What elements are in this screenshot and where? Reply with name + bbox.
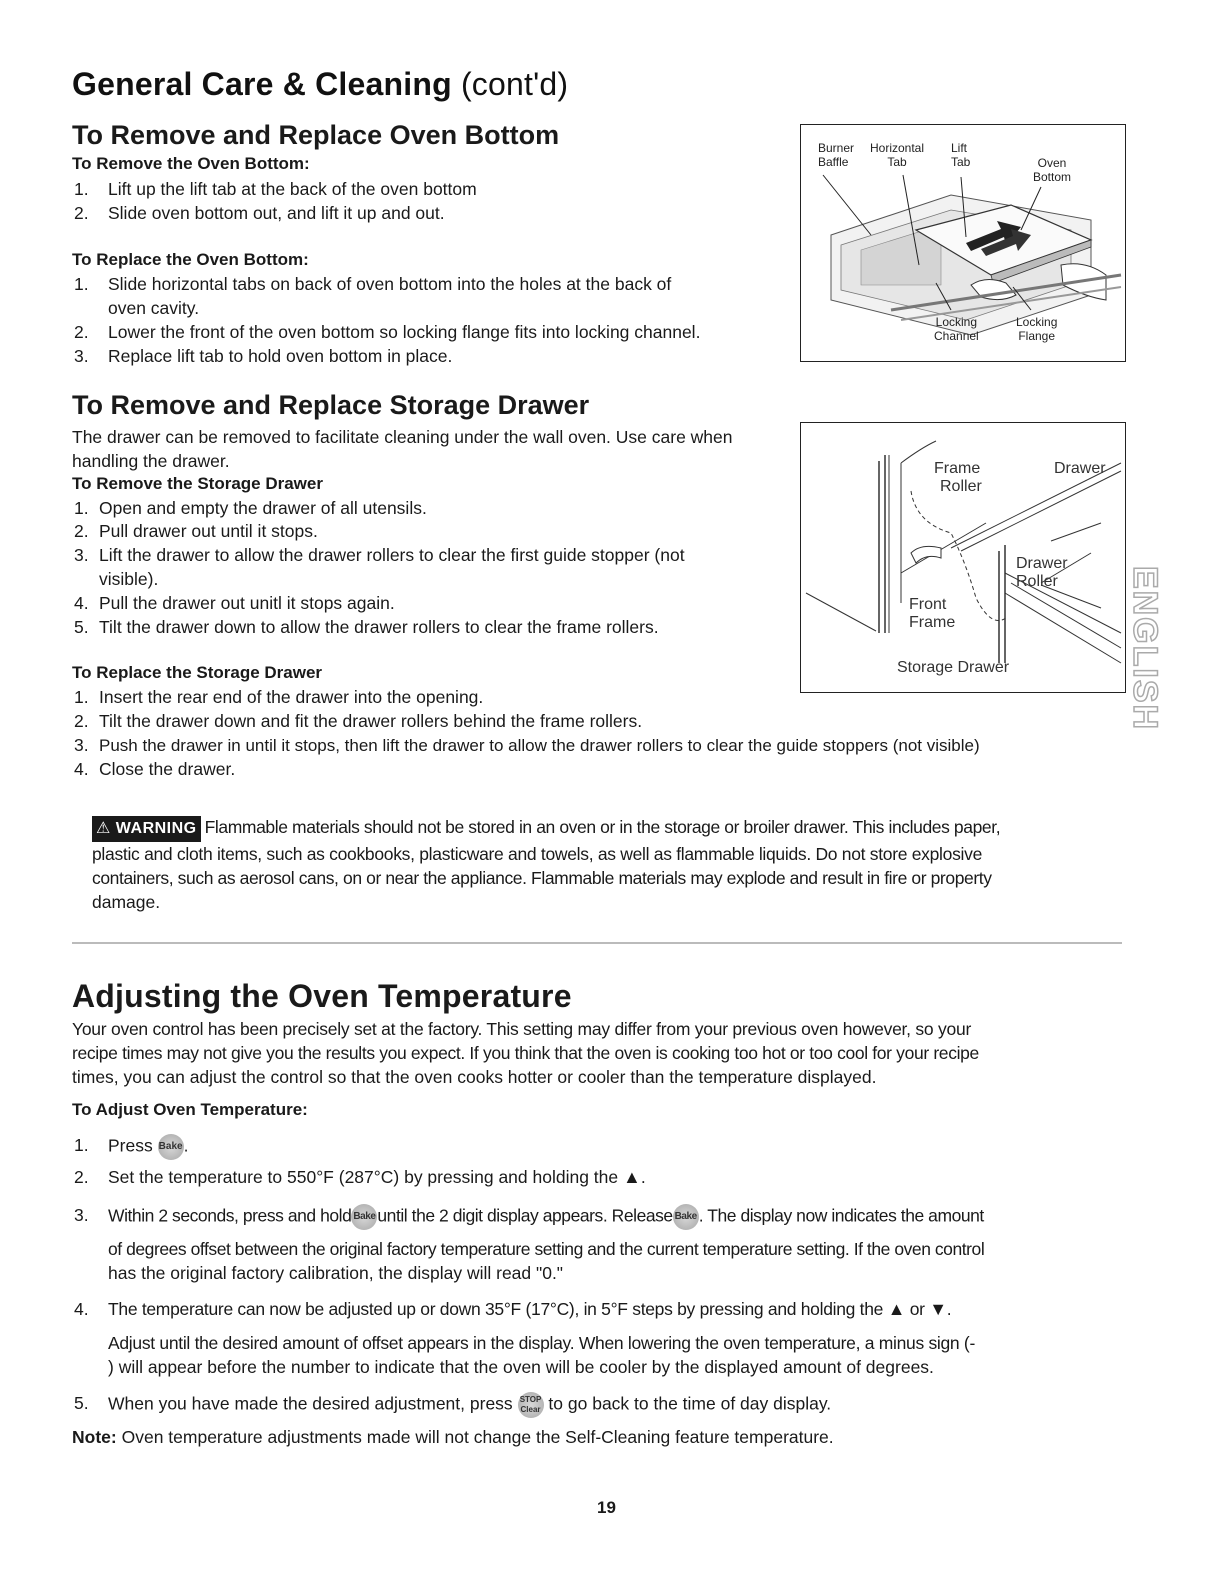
- remove-oven-bottom-heading: To Remove the Oven Bottom:: [72, 154, 310, 173]
- up-arrow-icon: ▲: [623, 1167, 641, 1187]
- list-item-continuation: oven cavity.: [108, 298, 200, 318]
- bake-key-icon: Bake: [158, 1134, 184, 1160]
- warning-line-3: containers, such as aerosol cans, on or near the appliance. Flammable materials may explode and result in fire or property: [92, 868, 992, 888]
- temperature-intro: Your oven control has been precisely set at the factory. This setting may differ from your previous oven however, so your recipe times may not give you the results you expect. If you think that the oven is cooking too hot or too cool for your recipe times, you can adjust the control so that the oven cooks hotter or cooler than the temperature displayed.: [72, 1019, 979, 1087]
- label-drawer: Drawer: [1054, 460, 1106, 477]
- adjust-temperature-heading: To Adjust Oven Temperature:: [72, 1100, 308, 1119]
- replace-drawer-heading: To Replace the Storage Drawer: [72, 663, 323, 682]
- up-arrow-icon: ▲: [887, 1299, 906, 1319]
- note-text: Oven temperature adjustments made will not change the Self-Cleaning feature temperature.: [121, 1427, 834, 1447]
- warning-line-2: plastic and cloth items, such as cookbooks, plasticware and towels, as well as flammable liquids. Do not store explosive: [92, 844, 982, 864]
- warning-badge: ⚠ WARNING: [92, 816, 201, 842]
- storage-drawer-intro-2: handling the drawer.: [72, 451, 230, 471]
- section-divider: [72, 942, 1122, 944]
- page-title-suffix: (cont'd): [460, 66, 569, 102]
- warning-line-4: damage.: [92, 892, 161, 912]
- list-item-continuation: visible).: [99, 569, 159, 589]
- remove-drawer-heading: To Remove the Storage Drawer: [72, 474, 323, 493]
- oven-bottom-heading: To Remove and Replace Oven Bottom: [72, 120, 560, 150]
- language-side-tab: ENGLISH: [1126, 565, 1165, 731]
- storage-drawer-figure: [800, 422, 1126, 693]
- list-item-continuation: of degrees offset between the original factory temperature setting and the current temperature setting. If the oven control: [108, 1239, 985, 1259]
- note: [72, 1426, 834, 1450]
- replace-oven-bottom-heading: To Replace the Oven Bottom:: [72, 250, 309, 269]
- label-frame-roller: Frame Roller: [934, 460, 982, 495]
- bake-key-icon: Bake: [673, 1204, 699, 1230]
- note-label: Note:: [72, 1427, 117, 1447]
- page-title: [72, 66, 568, 103]
- label-oven-bottom: Oven Bottom: [1033, 156, 1072, 184]
- bake-key-icon: Bake: [351, 1204, 377, 1230]
- label-drawer-roller: Drawer Roller: [1016, 555, 1068, 590]
- storage-drawer-heading: To Remove and Replace Storage Drawer: [72, 390, 590, 420]
- warning-triangle-icon: ⚠: [96, 820, 111, 837]
- warning-block: [92, 815, 1127, 914]
- oven-bottom-figure: [800, 124, 1126, 362]
- list-item-continuation: ) will appear before the number to indicate that the oven will be cooler by the displayed amount of degrees.: [108, 1357, 934, 1377]
- storage-drawer-intro-1: The drawer can be removed to facilitate cleaning under the wall oven. Use care when: [72, 427, 733, 447]
- label-locking-flange: Locking Flange: [1016, 315, 1058, 343]
- down-arrow-icon: ▼: [929, 1299, 947, 1319]
- figure-caption: Storage Drawer: [897, 659, 1010, 676]
- temperature-heading: Adjusting the Oven Temperature: [72, 978, 572, 1014]
- list-item-continuation: Adjust until the desired amount of offset appears in the display. When lowering the oven temperature, a minus sign (-: [108, 1333, 975, 1353]
- warning-line-1: Flammable materials should not be stored in an oven or in the storage or broiler drawer. This includes paper,: [204, 817, 1001, 837]
- label-burner-baffle: Burner Baffle: [818, 141, 855, 169]
- page-title-main: General Care & Cleaning: [72, 66, 452, 102]
- stop-clear-key-icon: STOP Clear: [518, 1392, 544, 1418]
- label-front-frame: Front Frame: [909, 596, 956, 631]
- list-item-continuation: has the original factory calibration, the display will read "0.": [108, 1263, 564, 1283]
- page-number: 19: [597, 1498, 616, 1517]
- label-horizontal-tab: Horizontal Tab: [870, 141, 925, 169]
- label-locking-channel: Locking Channel: [934, 315, 979, 343]
- label-lift-tab: Lift Tab: [951, 141, 971, 169]
